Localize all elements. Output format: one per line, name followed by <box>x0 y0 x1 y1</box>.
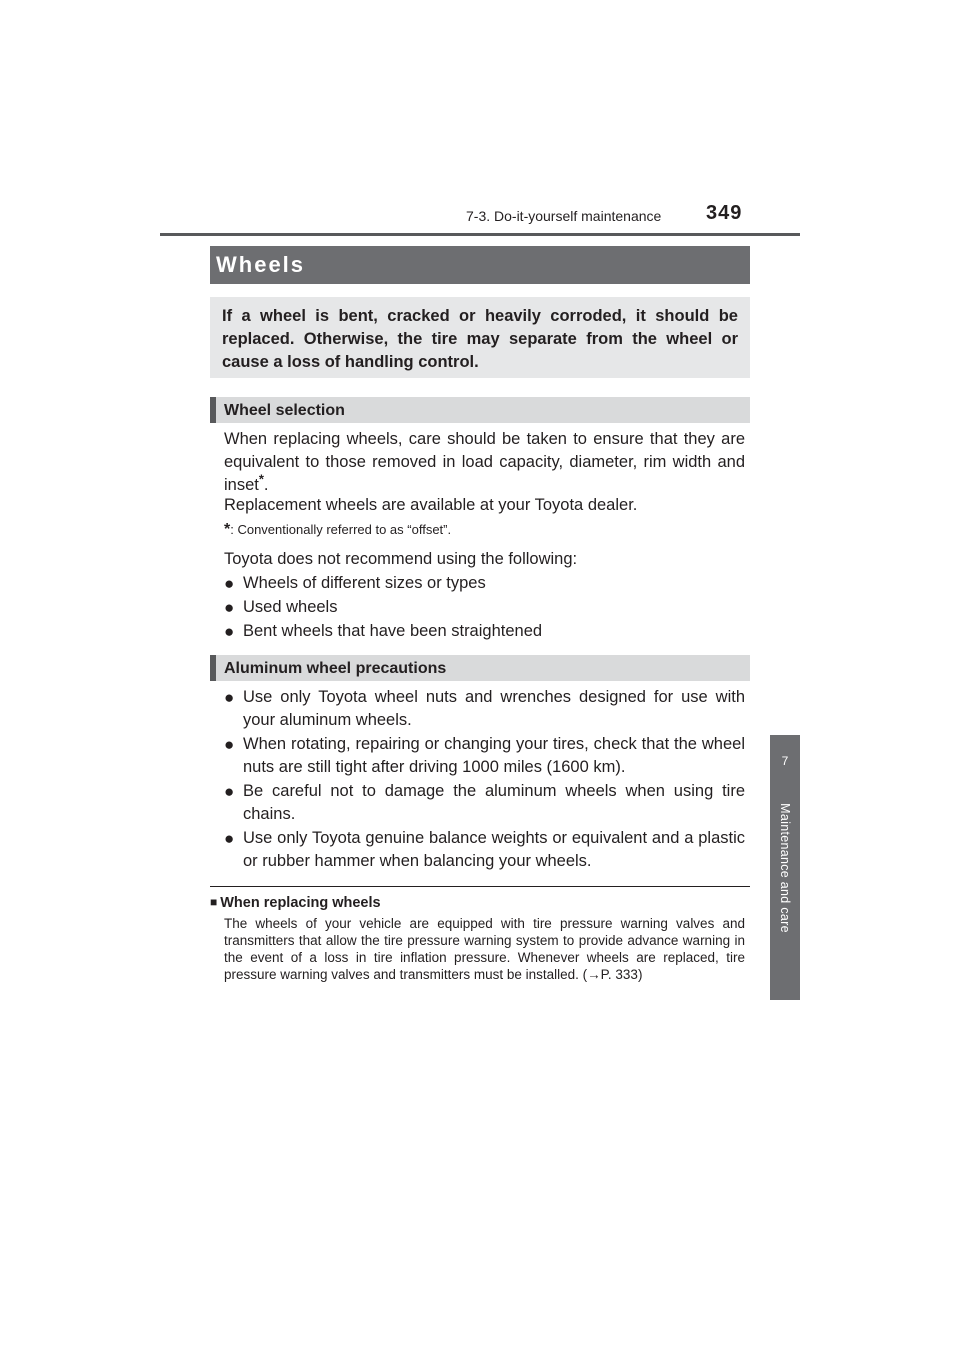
note-heading <box>210 895 381 911</box>
chapter-number: 7 <box>781 754 789 768</box>
bullet-icon: ● <box>224 688 235 707</box>
bullet-icon: ● <box>224 598 235 617</box>
aluminum-marker <box>210 655 216 681</box>
list-item-text: Bent wheels that have been straightened <box>243 622 543 640</box>
bullet-icon: ● <box>224 782 235 801</box>
wheel-selection-paragraph <box>224 428 745 497</box>
list-item-text: Wheels of different sizes or types <box>243 574 486 592</box>
aluminum-heading: Aluminum wheel precautions <box>224 660 447 677</box>
wheel-selection-marker <box>210 397 216 423</box>
list-item-text: Use only Toyota wheel nuts and wrenches designed for use with your aluminum wheels. <box>243 688 745 729</box>
wheel-selection-heading: Wheel selection <box>224 402 345 419</box>
note-heading-text: When replacing wheels <box>220 895 381 911</box>
page-number: 349 <box>706 202 743 224</box>
period: . <box>263 476 269 494</box>
square-bullet-icon: ■ <box>210 895 218 909</box>
bullet-icon: ● <box>224 829 235 848</box>
page-title: Wheels <box>216 252 306 277</box>
bullet-icon: ● <box>224 735 235 754</box>
wheel-selection-text: When replacing wheels, care should be taken to ensure that they are equivalent to those removed in load capacity, diameter, rim width and inset <box>224 430 745 494</box>
asterisk-mark: * <box>258 471 264 487</box>
list-item-text: Used wheels <box>243 598 338 616</box>
list-item-text: Be careful not to damage the aluminum wheels when using tire chains. <box>243 782 745 823</box>
note-body: The wheels of your vehicle are equipped with tire pressure warning valves and transmitters that allow the tire pressure warning system to provide advance warning in the event of a loss in tire inflation pressure. Whenever wheels are replaced, tire pressure warning valves and transmitters must be installed. (→P. 333) <box>224 916 745 982</box>
replacement-note: Replacement wheels are available at your Toyota dealer. <box>224 496 638 514</box>
note-rule <box>210 886 750 887</box>
intro-text: If a wheel is bent, cracked or heavily corroded, it should be replaced. Otherwise, the tire may separate from the wheel or cause a loss of handling control. <box>222 307 738 371</box>
chapter-label: Maintenance and care <box>778 803 792 933</box>
footnote-marker: * <box>224 521 231 538</box>
footnote <box>224 521 451 539</box>
footnote-text: : Conventionally referred to as “offset”. <box>230 522 452 537</box>
not-recommend-text: Toyota does not recommend using the following: <box>224 550 578 568</box>
list-item-text: When rotating, repairing or changing your tires, check that the wheel nuts are still tight after driving 1000 miles (1600 km). <box>243 735 745 776</box>
section-label: 7-3. Do-it-yourself maintenance <box>466 208 662 224</box>
bullet-icon: ● <box>224 622 235 641</box>
header-rule <box>160 233 800 236</box>
bullet-icon: ● <box>224 574 235 593</box>
list-item-text: Use only Toyota genuine balance weights or equivalent and a plastic or rubber hammer when balancing your wheels. <box>243 829 745 870</box>
